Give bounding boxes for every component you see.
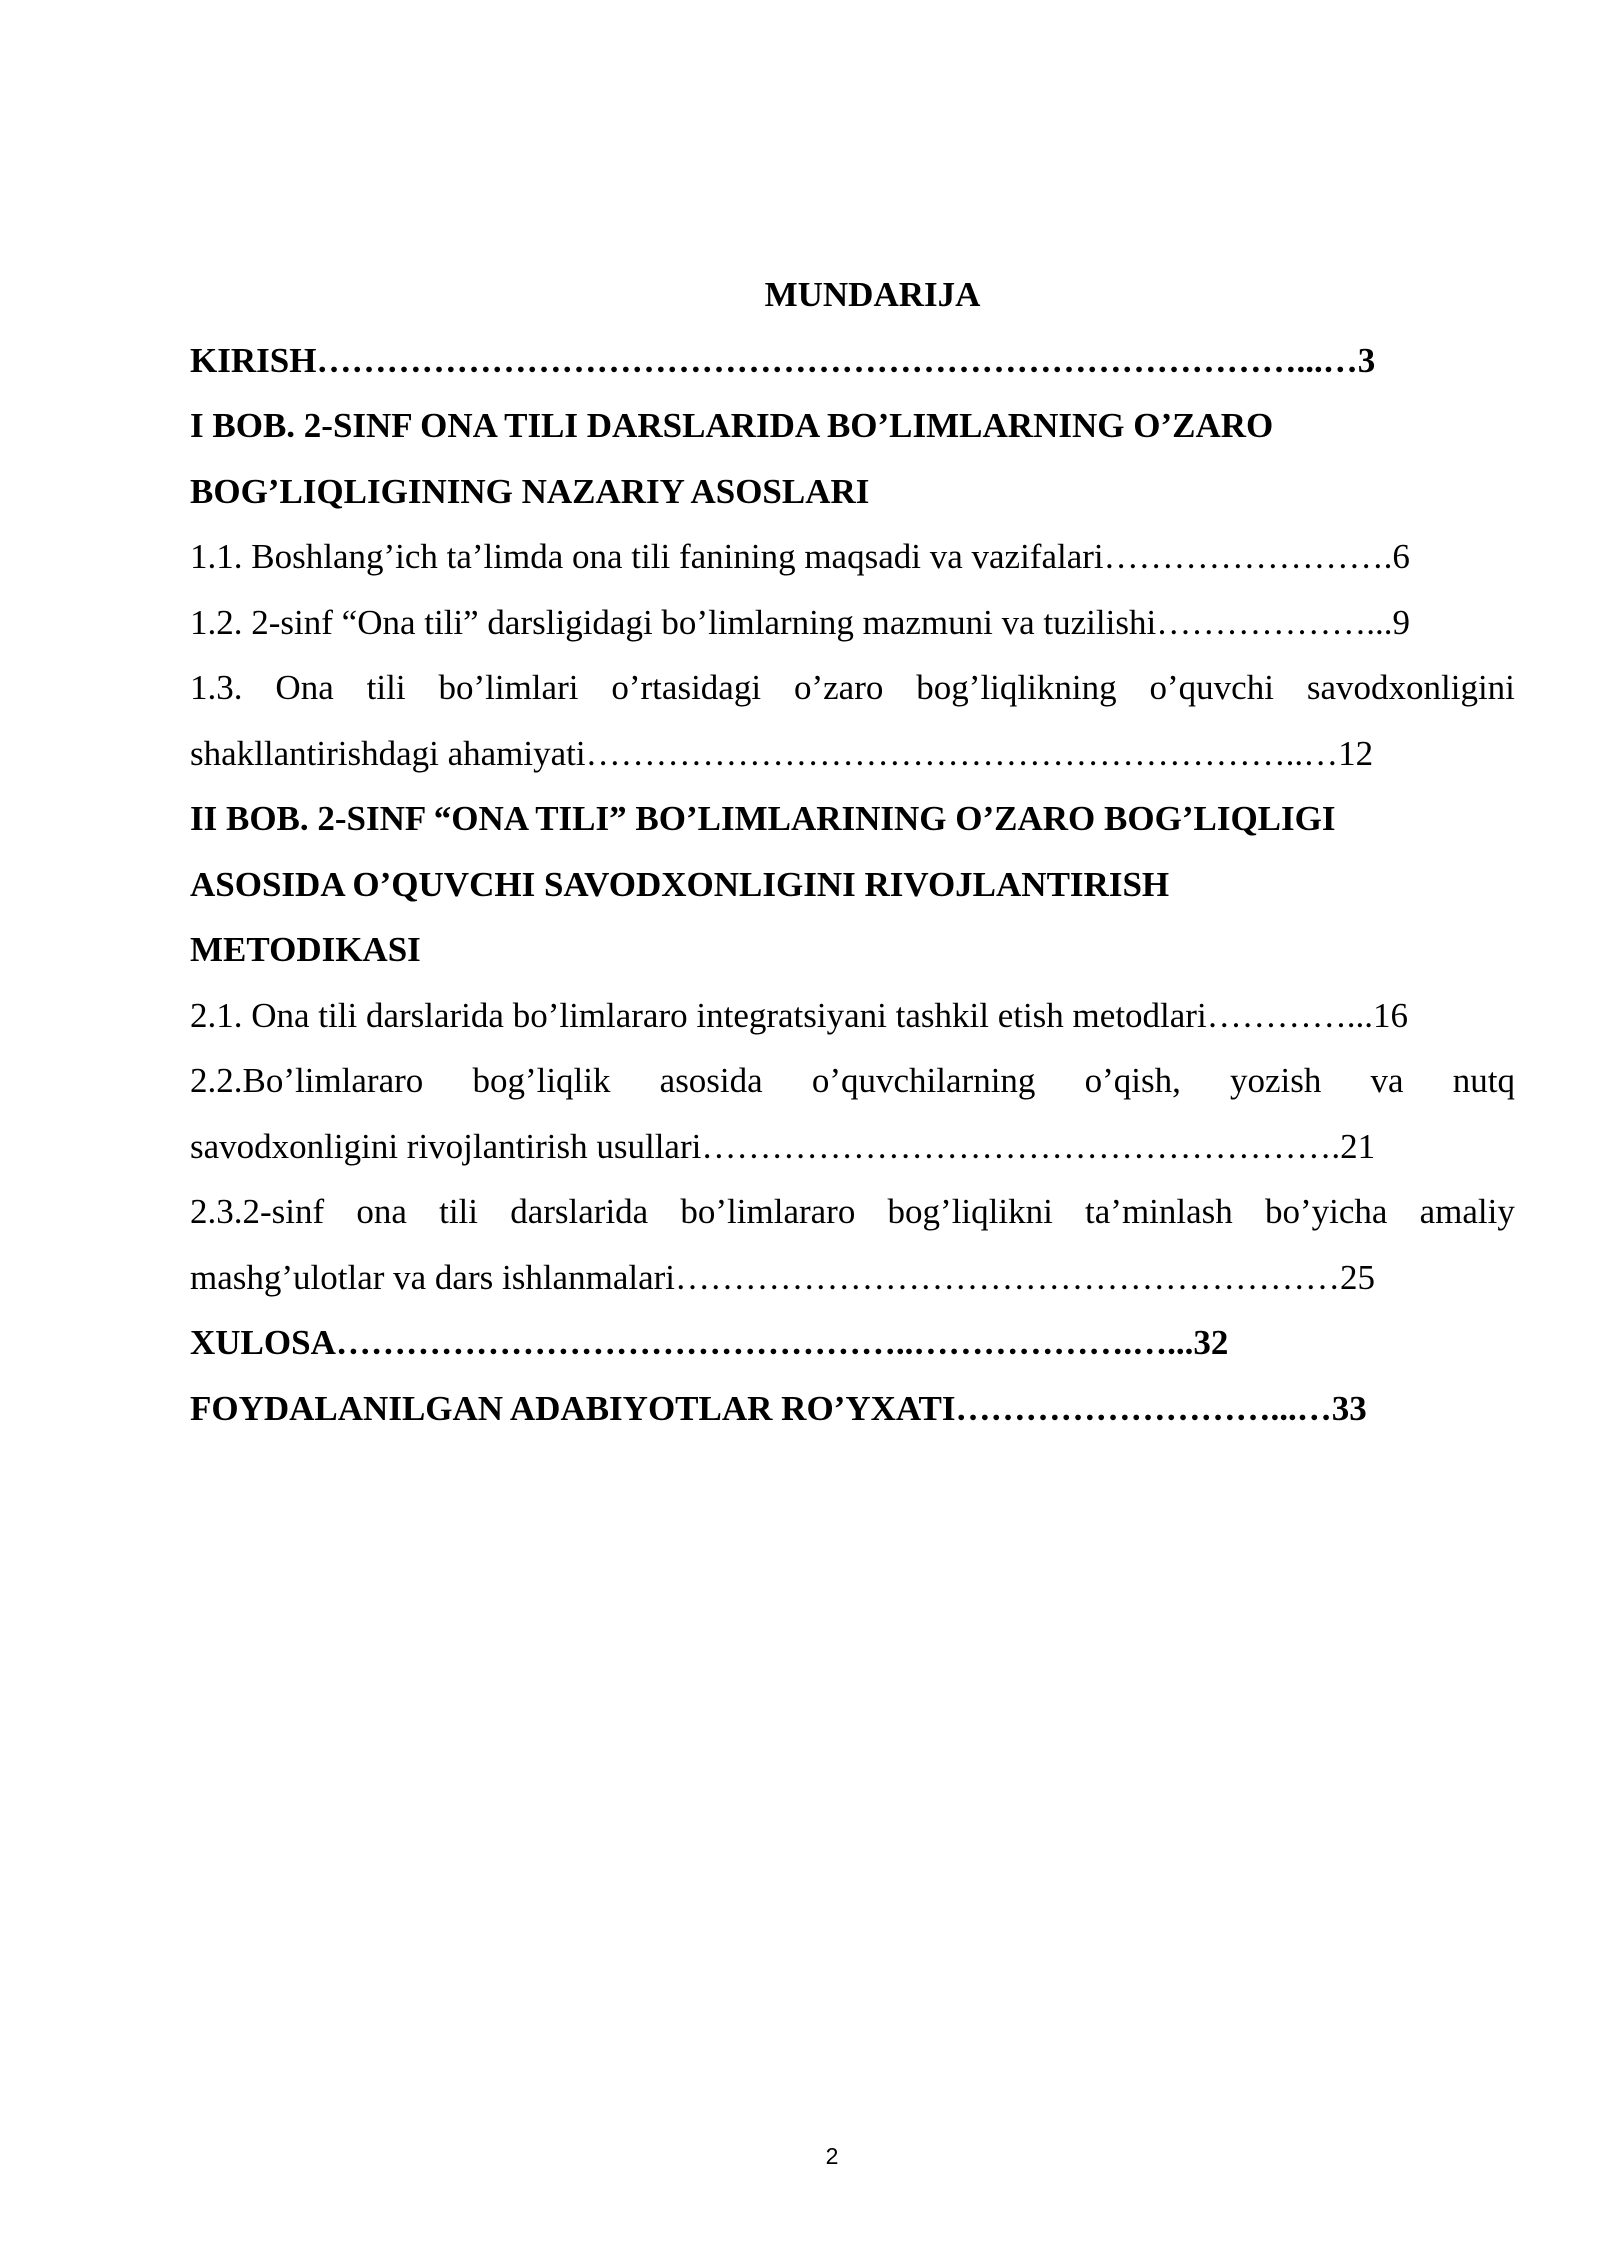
toc-word: tili [439,1192,479,1231]
toc-page-number: 3 [1357,340,1376,380]
toc-entry-title: savodxonligini rivojlantirish usullari [190,1126,702,1166]
toc-chapter-1-line-1: I BOB. 2-SINF ONA TILI DARSLARIDA BO’LIMLARNING O’ZARO [190,406,1274,445]
toc-entry-1-3-line-2 [190,721,1515,787]
toc-entry-2-1 [190,983,1515,1049]
toc-chapter-2-line-3: METODIKASI [190,930,421,969]
toc-dot-leader: ………………………………………………. [701,1126,1341,1166]
toc-word: asosida [659,1061,763,1100]
toc-dot-leader: ……………………………………………………..… [585,733,1339,773]
toc-page-number: 25 [1340,1257,1375,1297]
toc-page-number: 16 [1372,995,1408,1035]
toc-chapter-2-line-1: II BOB. 2-SINF “ONA TILI” BO’LIMLARINING O’ZARO BOG’LIQLIGI [190,799,1336,838]
toc-entry-2-3-line-2 [190,1245,1515,1311]
toc-word: bog’liqlik [472,1061,611,1100]
toc-entry-1-2 [190,590,1515,656]
toc-page-number: 33 [1331,1388,1367,1428]
toc-chapter-2-line-2: ASOSIDA O’QUVCHI SAVODXONLIGINI RIVOJLANTIRISH [190,864,1170,904]
toc-heading: MUNDARIJA [764,275,981,314]
toc-word: ta’minlash [1085,1192,1233,1231]
toc-entry-title: FOYDALANILGAN ADABIYOTLAR RO’YXATI [190,1388,956,1428]
table-of-contents [190,262,1515,1441]
toc-dot-leader: …………... [1206,995,1373,1035]
toc-entry-2-3-line-1 [190,1179,1515,1245]
toc-word: 2.2.Bo’limlararo [190,1061,424,1100]
toc-word: o’rtasidagi [611,668,762,707]
toc-word: yozish [1229,1061,1322,1100]
toc-page-number: 9 [1392,602,1410,642]
toc-word: 2.3.2-sinf [190,1192,325,1231]
toc-dot-leader: ………………... [1156,602,1393,642]
toc-word: 1.3. [190,668,243,707]
toc-dot-leader: ……………………. [1103,537,1393,576]
toc-page-number: 6 [1392,537,1410,576]
toc-entry-title: 1.2. 2-sinf “Ona tili” darsligidagi bo’limlarning mazmuni va tuzilishi [190,602,1157,642]
toc-word: Ona [275,668,334,707]
toc-word: o’qish, [1084,1061,1181,1100]
page-number: 2 [825,2143,839,2169]
toc-dot-leader: ………………………...… [955,1388,1332,1428]
toc-word: bo’limlari [438,668,579,707]
toc-entry-title: shakllantirishdagi ahamiyati [190,733,586,773]
toc-word: va [1370,1061,1404,1100]
toc-entry-1-1 [190,524,1515,590]
toc-word: nutq [1452,1061,1515,1100]
toc-entry-2-2-line-2 [190,1114,1515,1180]
toc-dot-leader: ………………………………………………… [675,1257,1340,1297]
toc-entry-adabiyotlar [190,1376,1515,1442]
toc-chapter-1-line-2: BOG’LIQLIGINING NAZARIY ASOSLARI [190,471,870,511]
toc-word: bog’liqlikni [887,1192,1053,1231]
toc-word: bo’limlararo [680,1192,856,1231]
toc-word: o’quvchilarning [811,1061,1036,1100]
toc-word: bo’yicha [1264,1192,1388,1231]
toc-entry-kirish [190,328,1515,394]
toc-entry-title: KIRISH [190,340,317,380]
toc-entry-title: XULOSA [190,1323,336,1362]
toc-word: amaliy [1419,1192,1515,1231]
toc-page-number: 21 [1340,1126,1376,1166]
toc-word: ona [356,1192,407,1231]
toc-word: o’zaro [793,668,884,707]
toc-entry-2-2-line-1 [190,1048,1515,1114]
toc-entry-title: 1.1. Boshlang’ich ta’limda ona tili fanining maqsadi va vazifalari [190,537,1104,576]
toc-word: tili [366,668,406,707]
toc-word: savodxonligini [1306,668,1515,707]
toc-word: darslarida [510,1192,649,1231]
toc-page-number: 12 [1338,733,1374,773]
toc-entry-title: 2.1. Ona tili darslarida bo’limlararo integratsiyani tashkil etish metodlari [190,995,1207,1035]
toc-page-number: 32 [1193,1323,1229,1362]
toc-entry-title: mashg’ulotlar va dars ishlanmalari [190,1257,675,1297]
toc-dot-leader: …………………………………………………………………………...… [316,340,1358,380]
toc-dot-leader: …………………………………………..……………….…... [335,1323,1194,1362]
toc-word: o’quvchi [1149,668,1274,707]
toc-entry-1-3-line-1 [190,655,1515,721]
toc-word: bog’liqlikning [916,668,1117,707]
toc-entry-xulosa [190,1310,1515,1376]
